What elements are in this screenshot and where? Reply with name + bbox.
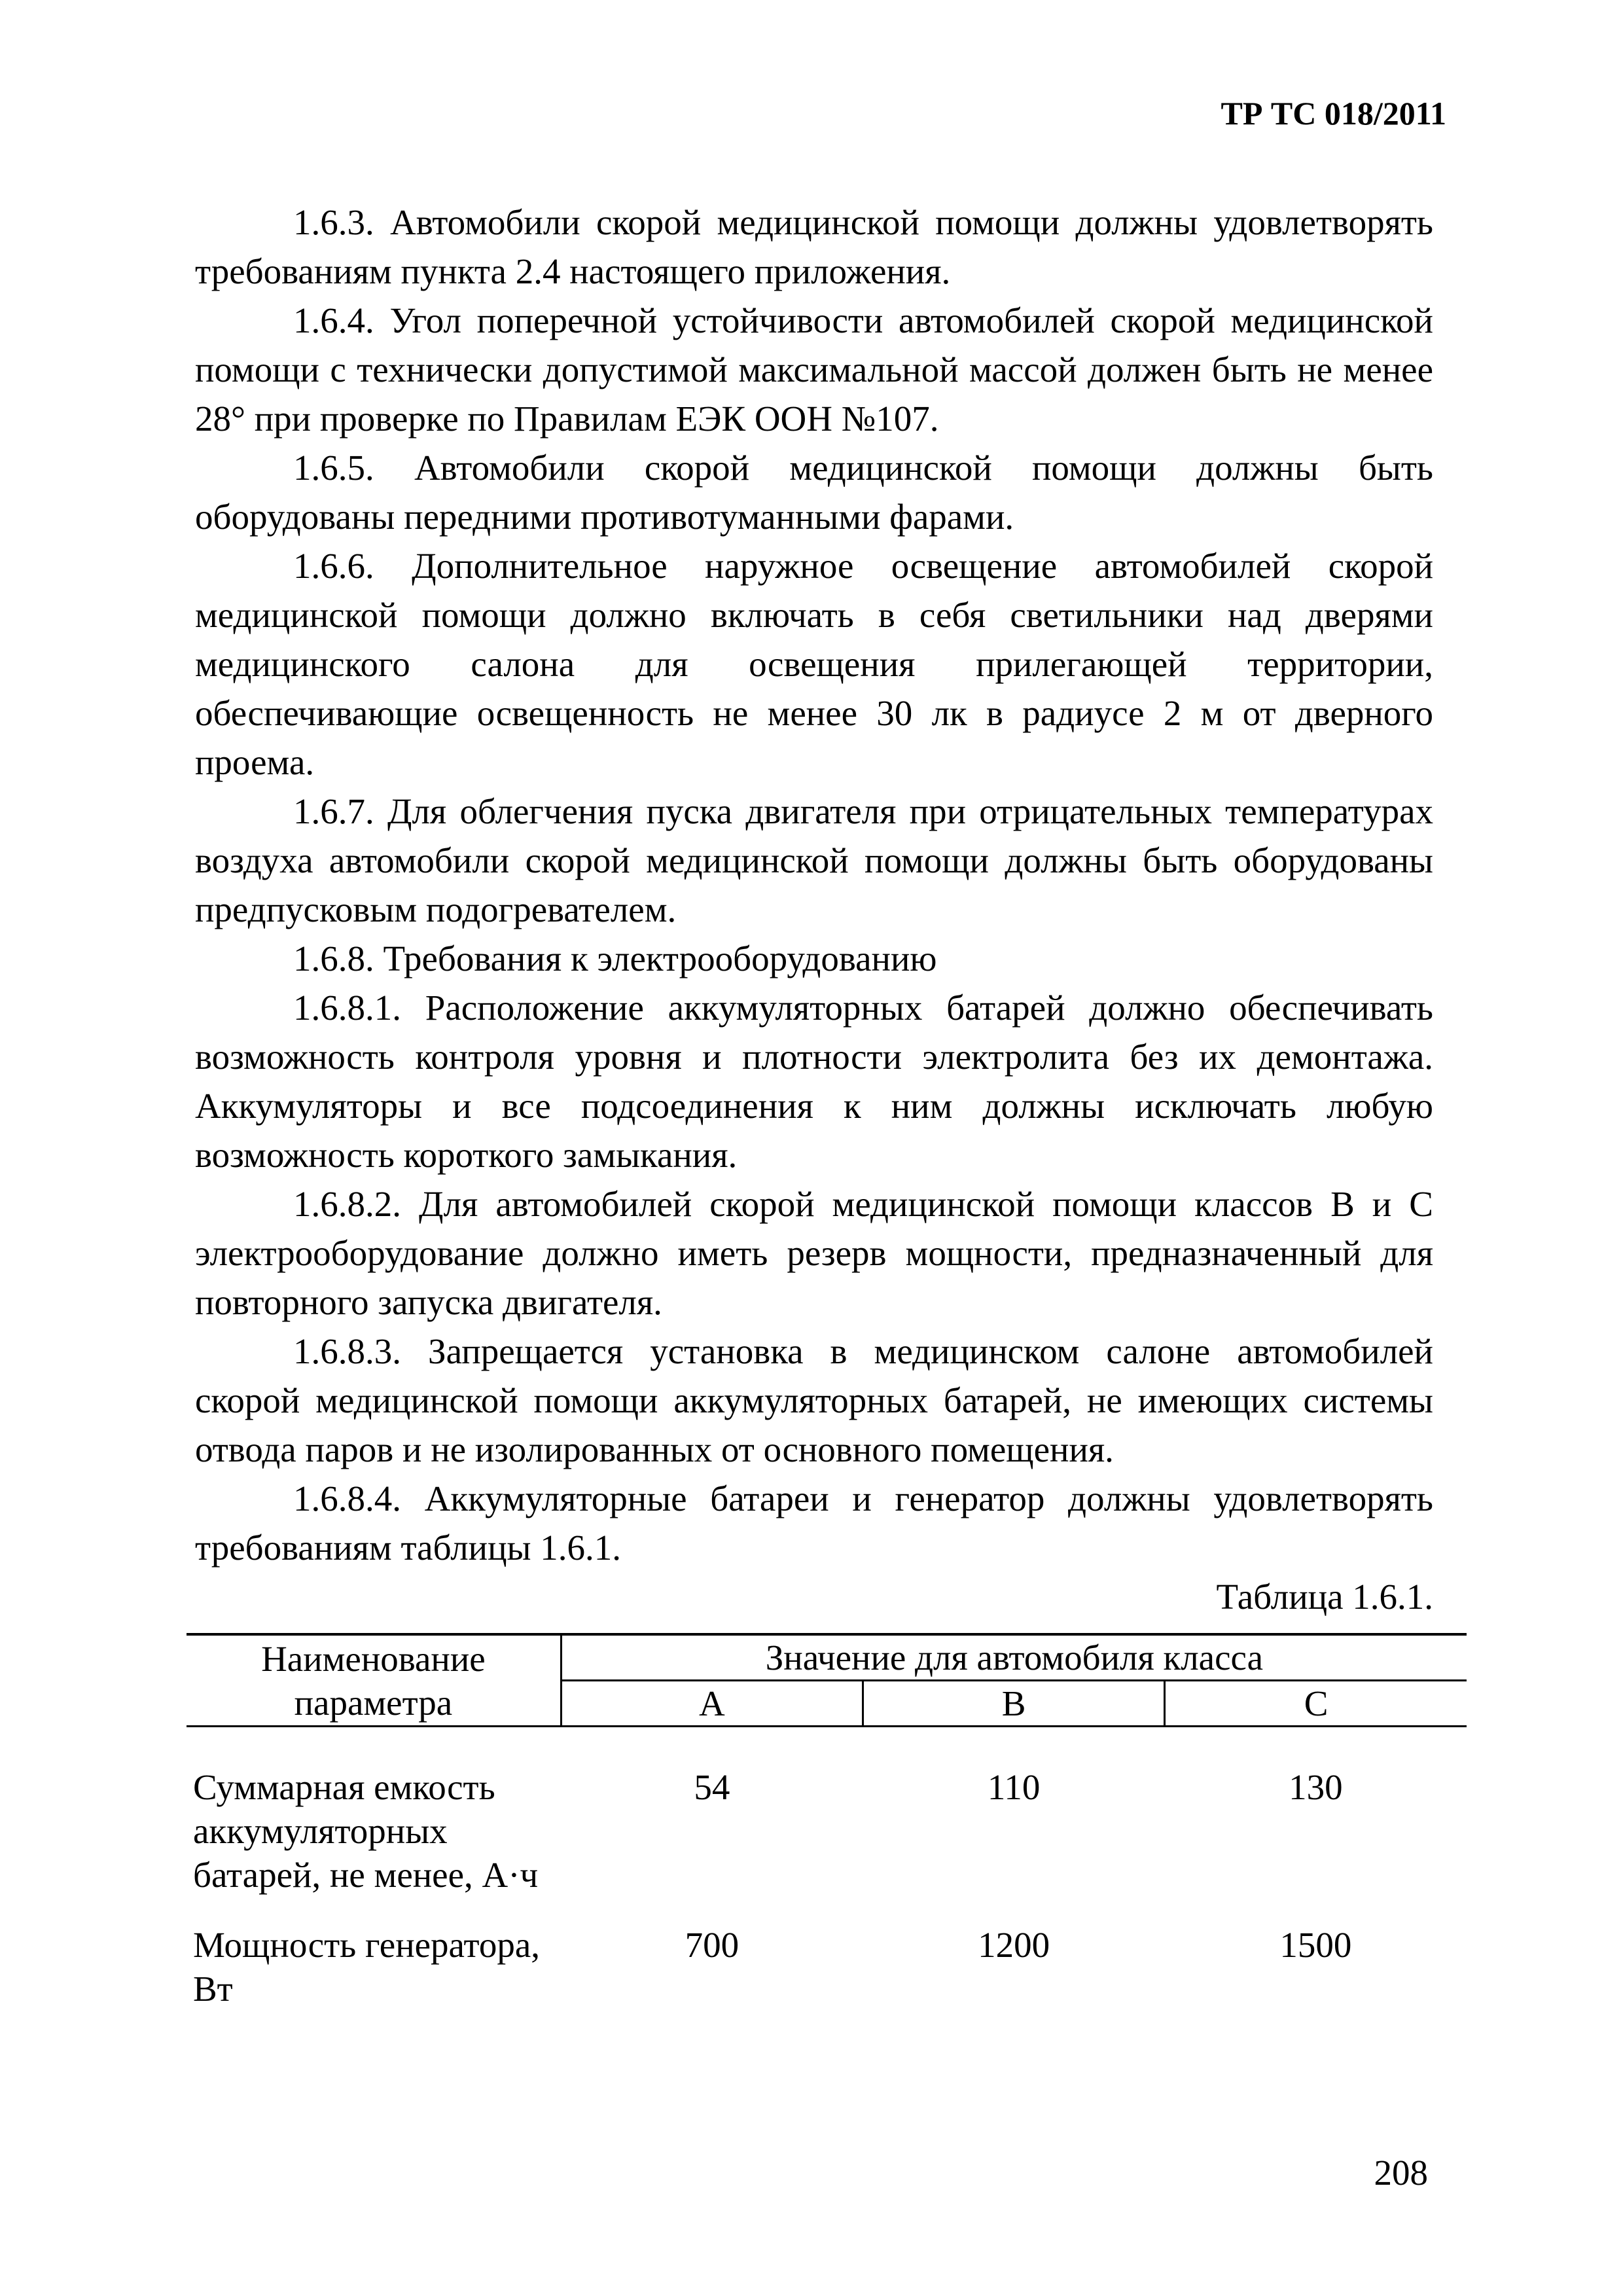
row-battery-capacity-a: 54 (694, 1767, 730, 1807)
table-row (187, 1765, 1467, 1923)
paragraph-1-6-4: 1.6.4. Угол поперечной устойчивости автомобилей скорой медицинской помощи с технически допустимой максимальной массой должен быть не менее 28° при проверке по Правилам ЕЭК ООН №107. (195, 300, 1433, 439)
header-class-a: А (561, 1681, 863, 1727)
paragraph-1-6-6: 1.6.6. Дополнительное наружное освещение автомобилей скорой медицинской помощи должно включать в себя светильники над дверями медицинского салона для освещения прилегающей территории, обеспечивающие освещенность не менее 30 лк в радиусе 2 м от дверного проема. (195, 546, 1433, 782)
paragraph-1-6-8-4: 1.6.8.4. Аккумуляторные батареи и генератор должны удовлетворять требованиям таблицы 1.6.1. (195, 1479, 1433, 1568)
row-battery-capacity-c: 130 (1289, 1767, 1343, 1807)
page-number: 208 (1374, 2153, 1428, 2193)
header-class-c: С (1165, 1681, 1467, 1727)
row-battery-capacity-name: Суммарная емкость аккумуляторных батарей, не менее, А·ч (193, 1767, 539, 1895)
table-row (187, 1923, 1467, 2037)
paragraph-1-6-5: 1.6.5. Автомобили скорой медицинской помощи должны быть оборудованы передними противотуманными фарами. (195, 448, 1433, 537)
document-body (195, 198, 1433, 1621)
requirements-table (187, 1633, 1467, 2037)
row-generator-power-c: 1500 (1279, 1925, 1352, 1965)
paragraph-1-6-8-2: 1.6.8.2. Для автомобилей скорой медицинской помощи классов В и С электрооборудование должно иметь резерв мощности, предназначенный для повторного запуска двигателя. (195, 1184, 1433, 1322)
row-generator-power-a: 700 (685, 1925, 740, 1965)
paragraph-1-6-7: 1.6.7. Для облегчения пуска двигателя при отрицательных температурах воздуха автомобили скорой медицинской помощи должны быть оборудованы предпусковым подогревателем. (195, 791, 1433, 929)
paragraph-1-6-8-3: 1.6.8.3. Запрещается установка в медицинском салоне автомобилей скорой медицинской помощи аккумуляторных батарей, не имеющих системы отвода паров и не изолированных от основного помещения. (195, 1331, 1433, 1469)
document-code-header: ТР ТС 018/2011 (1221, 95, 1446, 132)
row-generator-power-name: Мощность генератора, Вт (193, 1925, 541, 2009)
paragraph-1-6-8-1: 1.6.8.1. Расположение аккумуляторных батарей должно обеспечивать возможность контроля уровня и плотности электролита без их демонтажа. Аккумуляторы и все подсоединения к ним должны исключать любую возможность короткого замыкания. (195, 988, 1433, 1175)
header-parameter-name: Наименование параметра (187, 1634, 561, 1727)
row-generator-power-b: 1200 (978, 1925, 1050, 1965)
table-caption: Таблица 1.6.1. (1216, 1577, 1433, 1617)
table-header-row (187, 1634, 1467, 1681)
table-spacer (187, 1727, 1467, 1766)
header-value-group: Значение для автомобиля класса (561, 1634, 1467, 1681)
paragraph-1-6-3: 1.6.3. Автомобили скорой медицинской помощи должны удовлетворять требованиям пункта 2.4 настоящего приложения. (195, 202, 1433, 291)
paragraph-1-6-8: 1.6.8. Требования к электрооборудованию (293, 939, 937, 978)
header-class-b: В (863, 1681, 1165, 1727)
row-battery-capacity-b: 110 (987, 1767, 1041, 1807)
